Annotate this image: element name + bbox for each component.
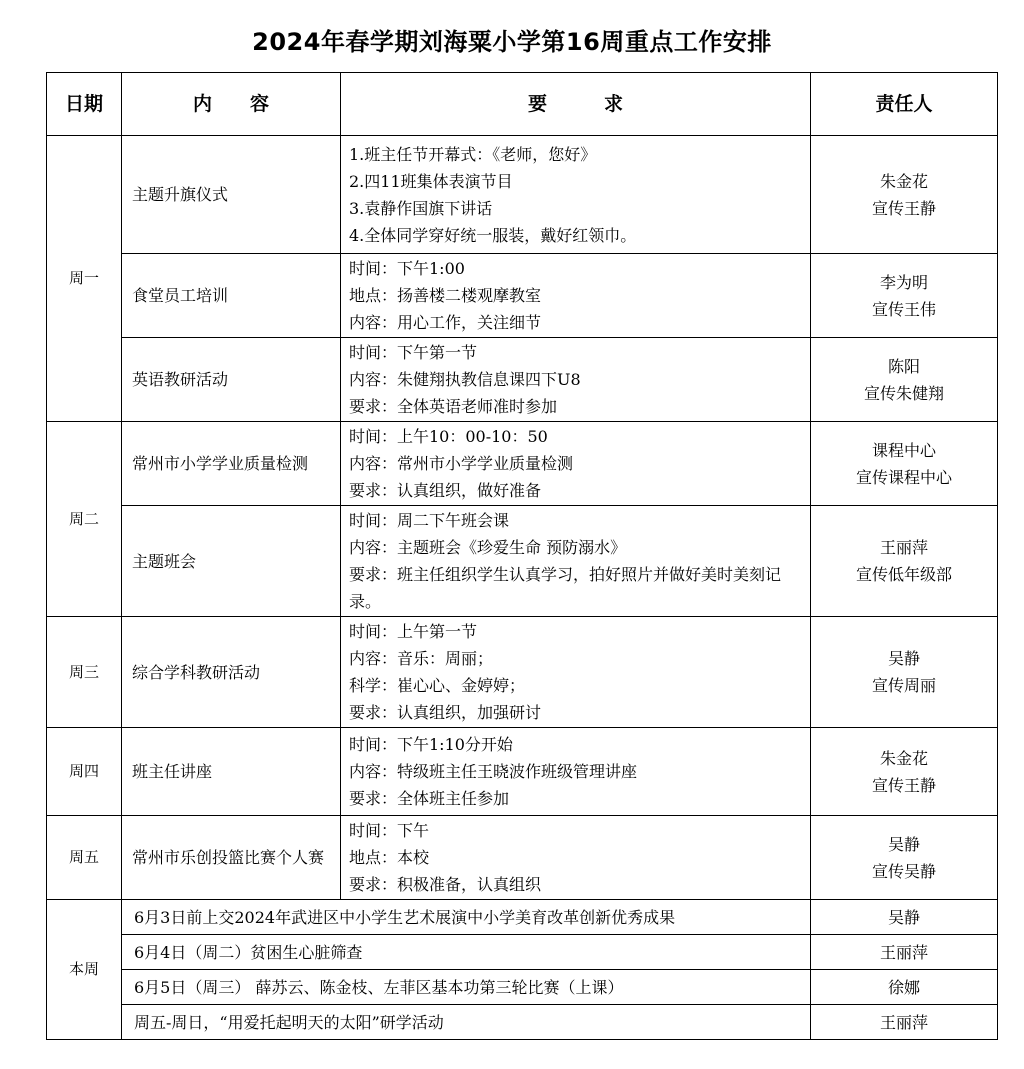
- requirement-cell: [341, 617, 811, 728]
- day-cell: 本周: [47, 900, 122, 1040]
- responsible-publicity: 宣传王静: [871, 198, 936, 218]
- responsible-name: 吴静: [887, 649, 920, 668]
- requirement-line: 内容：主题班会《珍爱生命 预防溺水》: [349, 538, 627, 557]
- requirement-line: 时间：上午第一节: [349, 622, 478, 641]
- table-row: [47, 1005, 998, 1040]
- responsible-publicity: 宣传王伟: [871, 299, 936, 319]
- requirement-line: 内容：常州市小学学业质量检测: [349, 454, 574, 473]
- responsible-publicity: 宣传课程中心: [855, 467, 952, 487]
- requirement-line: 时间：下午1:10分开始: [349, 735, 513, 754]
- header-requirement: 要 求: [341, 73, 811, 136]
- responsible-cell: [811, 816, 998, 900]
- responsible-publicity: 宣传吴静: [871, 861, 936, 881]
- responsible-name: 李为明: [879, 272, 928, 292]
- requirement-line: 时间：周二下午班会课: [349, 511, 510, 530]
- table-row: [47, 935, 998, 970]
- page-title: 2024年春学期刘海粟小学第16周重点工作安排: [252, 28, 772, 56]
- item-cell: 常州市乐创投篮比赛个人赛: [122, 816, 341, 900]
- responsible-publicity: 宣传王静: [871, 775, 936, 795]
- responsible-cell: [811, 506, 998, 617]
- table-row: [47, 816, 998, 900]
- requirement-line: 内容：用心工作，关注细节: [349, 313, 542, 332]
- requirement-cell: [341, 506, 811, 617]
- item-cell: 综合学科教研活动: [122, 617, 341, 728]
- day-cell: 周三: [47, 617, 122, 728]
- requirement-line: 地点：本校: [349, 848, 430, 867]
- requirement-line: 2.四11班集体表演节目: [349, 171, 513, 191]
- table-row: [47, 970, 998, 1005]
- day-cell: 周四: [47, 728, 122, 816]
- header-row: [47, 73, 998, 136]
- responsible-name: 王丽萍: [879, 538, 928, 557]
- table-row: [47, 254, 998, 338]
- responsible-cell: 吴静: [811, 900, 998, 935]
- table-row: [47, 422, 998, 506]
- requirement-line: 时间：下午: [349, 821, 430, 840]
- requirement-cell: [341, 338, 811, 422]
- table-row: [47, 728, 998, 816]
- responsible-name: 朱金花: [879, 171, 928, 191]
- responsible-cell: [811, 617, 998, 728]
- week-item-text: 6月4日（周二）贫困生心脏筛查: [122, 935, 811, 970]
- week-item-text: 周五-周日，“用爱托起明天的太阳”研学活动: [122, 1005, 811, 1040]
- requirement-line: 4.全体同学穿好统一服装，戴好红领巾。: [349, 225, 637, 245]
- table-row: [47, 617, 998, 728]
- schedule-table: [46, 72, 998, 1040]
- responsible-cell: 王丽萍: [811, 1005, 998, 1040]
- item-cell: 英语教研活动: [122, 338, 341, 422]
- requirement-line: 内容：朱健翔执教信息课四下U8: [349, 370, 581, 389]
- item-cell: 主题升旗仪式: [122, 136, 341, 254]
- requirement-line: 要求：积极准备，认真组织: [349, 875, 542, 894]
- item-cell: 主题班会: [122, 506, 341, 617]
- responsible-cell: [811, 338, 998, 422]
- day-cell: 周一: [47, 136, 122, 422]
- responsible-cell: 徐娜: [811, 970, 998, 1005]
- day-cell: 周五: [47, 816, 122, 900]
- responsible-publicity: 宣传低年级部: [855, 565, 952, 584]
- responsible-cell: [811, 254, 998, 338]
- requirement-line: 时间：下午第一节: [349, 343, 478, 362]
- header-content: 内 容: [122, 73, 341, 136]
- requirement-cell: [341, 254, 811, 338]
- requirement-line: 要求：认真组织，做好准备: [349, 481, 542, 500]
- requirement-line: 内容：特级班主任王晓波作班级管理讲座: [349, 762, 638, 781]
- table-row: [47, 900, 998, 935]
- header-responsible: 责任人: [811, 73, 998, 136]
- responsible-name: 课程中心: [871, 440, 936, 460]
- header-date: 日期: [47, 73, 122, 136]
- table-row: [47, 338, 998, 422]
- requirement-line: 要求：认真组织，加强研讨: [349, 703, 542, 722]
- requirement-line: 地点：扬善楼二楼观摩教室: [349, 286, 542, 305]
- responsible-name: 朱金花: [879, 748, 928, 768]
- responsible-cell: [811, 136, 998, 254]
- item-cell: 常州市小学学业质量检测: [122, 422, 341, 506]
- requirement-line: 内容：音乐：周丽；: [349, 649, 494, 668]
- requirement-cell: [341, 728, 811, 816]
- requirement-cell: [341, 816, 811, 900]
- requirement-line: 要求：班主任组织学生认真学习，拍好照片并做好美时美刻记录。: [349, 565, 782, 611]
- table-row: [47, 506, 998, 617]
- requirement-line: 时间：下午1:00: [349, 259, 465, 278]
- requirement-line: 科学：崔心心、金婷婷；: [349, 676, 526, 695]
- requirement-line: 时间：上午10：00-10：50: [349, 427, 548, 446]
- responsible-publicity: 宣传周丽: [871, 676, 936, 695]
- responsible-cell: [811, 422, 998, 506]
- responsible-publicity: 宣传朱健翔: [863, 383, 944, 403]
- requirement-cell: [341, 136, 811, 254]
- item-cell: 食堂员工培训: [122, 254, 341, 338]
- responsible-name: 吴静: [887, 834, 920, 854]
- requirement-line: 要求：全体英语老师准时参加: [349, 397, 558, 416]
- day-cell: 周二: [47, 422, 122, 617]
- requirement-cell: [341, 422, 811, 506]
- table-row: [47, 136, 998, 254]
- requirement-line: 1.班主任节开幕式：《老师，您好》: [349, 144, 597, 164]
- week-item-text: 6月5日（周三） 薛苏云、陈金枝、左菲区基本功第三轮比赛（上课）: [122, 970, 811, 1005]
- responsible-name: 陈阳: [887, 356, 920, 376]
- requirement-line: 要求：全体班主任参加: [349, 789, 510, 808]
- responsible-cell: [811, 728, 998, 816]
- item-cell: 班主任讲座: [122, 728, 341, 816]
- requirement-line: 3.袁静作国旗下讲话: [349, 198, 493, 218]
- responsible-cell: 王丽萍: [811, 935, 998, 970]
- week-item-text: 6月3日前上交2024年武进区中小学生艺术展演中小学美育改革创新优秀成果: [122, 900, 811, 935]
